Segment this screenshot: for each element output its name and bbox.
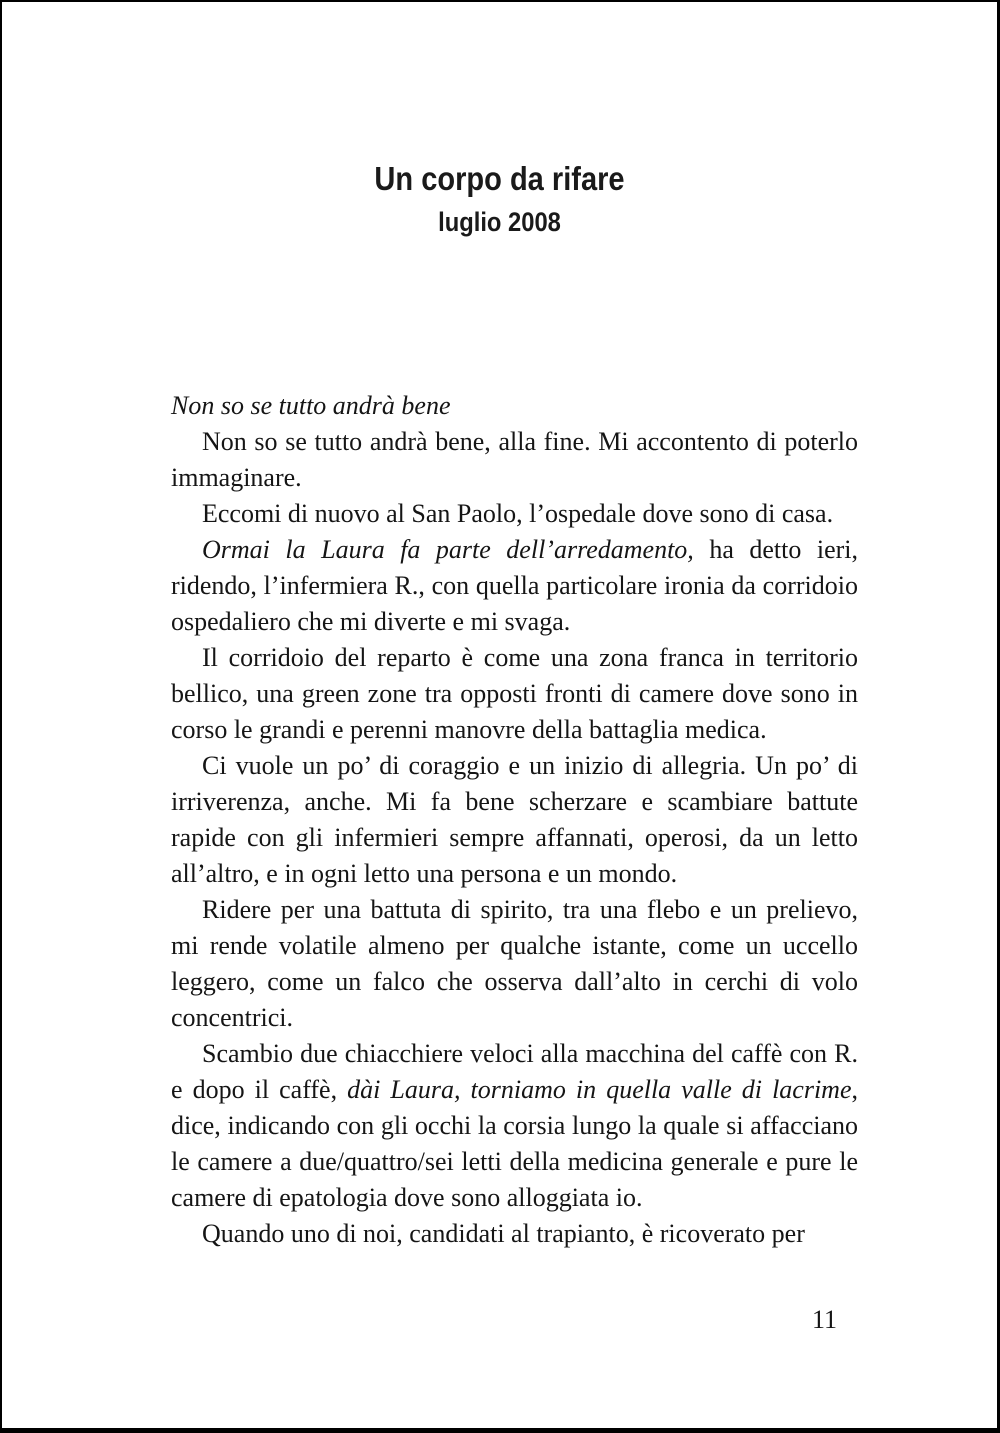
text-segment: Il corridoio del reparto è come una zona franca in territorio bellico, una green zone tra opposti fronti di camere dove sono in corso le grandi e perenni manovre della battaglia medica. bbox=[171, 643, 858, 744]
text-segment: Eccomi di nuovo al San Paolo, l’ospedale dove sono di casa. bbox=[202, 499, 834, 528]
paragraph-epigraph bbox=[171, 388, 858, 424]
text-segment: , dice, indicando con gli occhi la corsia lungo la quale si affacciano le camere a due/quattro/sei letti della medicina generale e pure le camere di epatologia dove sono alloggiata io. bbox=[171, 1075, 858, 1212]
paragraph bbox=[171, 640, 858, 748]
text-segment: ha detto ieri, ridendo, l’infermiera R., con quella particolare ironia da corridoio ospedaliero che mi diverte e mi svaga. bbox=[171, 535, 858, 636]
paragraph bbox=[171, 892, 858, 1036]
chapter-header bbox=[2, 160, 997, 237]
body-text bbox=[171, 388, 858, 1252]
text-segment: Quando uno di noi, candidati al trapianto, è ricoverato per bbox=[202, 1219, 805, 1248]
italic-phrase: Ormai la Laura fa parte dell’arredamento, bbox=[202, 535, 694, 564]
italic-phrase: Non so se tutto andrà bene bbox=[171, 391, 451, 420]
text-segment: Ridere per una battuta di spirito, tra una flebo e un prelievo, mi rende volatile almeno per qualche istante, come un uccello leggero, come un falco che osserva dall’alto in cerchi di volo concentrici. bbox=[171, 895, 858, 1032]
text-segment: Ci vuole un po’ di coraggio e un inizio di allegria. Un po’ di irriverenza, anche. Mi fa bene scherzare e scambiare battute rapide con gli infermieri sempre affannati, operosi, da un letto all’altro, e in ogni letto una persona e un mondo. bbox=[171, 751, 858, 888]
text-segment: Non so se tutto andrà bene, alla fine. Mi accontento di poterlo immaginare. bbox=[171, 427, 858, 492]
chapter-title: Un corpo da rifare bbox=[374, 160, 625, 197]
paragraph bbox=[171, 496, 858, 532]
paragraph bbox=[171, 748, 858, 892]
paragraph bbox=[171, 424, 858, 496]
chapter-date: luglio 2008 bbox=[438, 207, 561, 237]
paragraph bbox=[171, 532, 858, 640]
page-number: 11 bbox=[811, 1305, 837, 1334]
text-segment: Scambio due chiacchiere veloci alla macchina del caffè con R. e dopo il caffè, bbox=[171, 1039, 858, 1104]
paragraph bbox=[171, 1036, 858, 1216]
italic-phrase: dài Laura, torniamo in quella valle di lacrime bbox=[347, 1075, 852, 1104]
paragraph bbox=[171, 1216, 858, 1252]
